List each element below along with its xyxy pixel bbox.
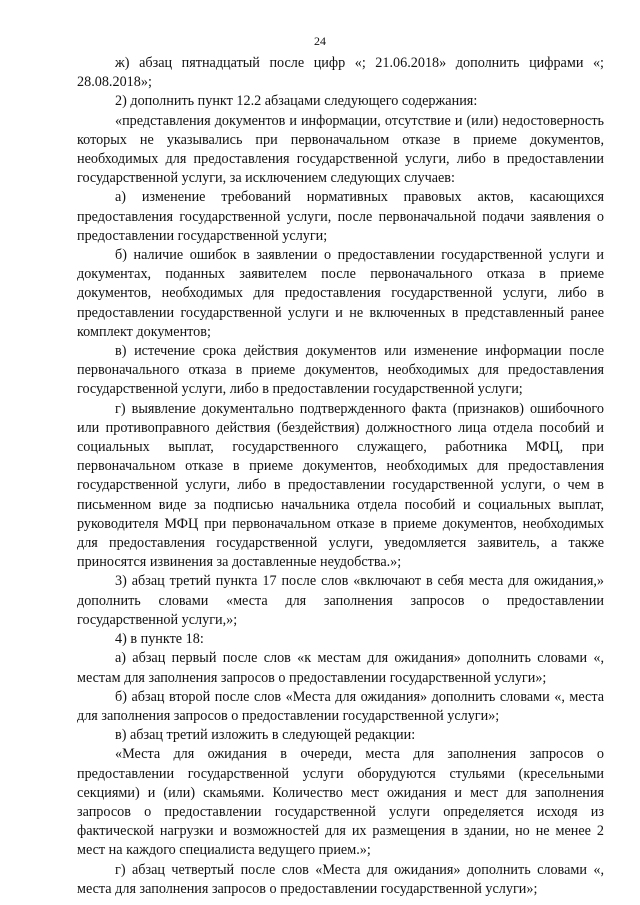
paragraph-case-a: а) изменение требований нормативных правовых актов, касающихся предоставления государственной услуги, после первоначальной подачи заявления о предоставлении государственной услуги;: [77, 189, 604, 244]
paragraph-item-4: 4) в пункте 18:: [115, 631, 204, 648]
page-number: 24: [314, 34, 326, 48]
paragraph-zh: ж) абзац пятнадцатый после цифр «; 21.06.2018» дополнить цифрами «; 28.08.2018»;: [77, 55, 604, 91]
paragraph-case-v: в) истечение срока действия документов или изменение информации после первоначального отказа в приеме документов, необходимых для предоставления государственной услуги, либо в предоставлении государственной услуги;: [77, 343, 604, 398]
paragraph-new-text-waiting: «Места для ожидания в очереди, места для заполнения запросов о предоставлении государственной услуги оборудуются стульями (кресельными секциями) и (или) скамьями. Количество мест ожидания и мест для заполнения запросов о предоставлении государственной услуги определяется исходя из фактической нагрузки и возможностей для их размещения в здании, но не менее 2 мест на каждого специалиста ведущего прием.»;: [77, 746, 604, 859]
paragraph-item-4v: в) абзац третий изложить в следующей редакции:: [115, 727, 416, 744]
paragraph-item-3: 3) абзац третий пункта 17 после слов «включают в себя места для ожидания,» дополнить словами «места для заполнения запросов о предоставлении государственной услуги,»;: [77, 573, 604, 628]
document-body: [77, 54, 604, 899]
paragraph-item-4a: а) абзац первый после слов «к местам для ожидания» дополнить словами «, местам для заполнения запросов о предоставлении государственной услуги»;: [77, 650, 604, 686]
paragraph-case-g: г) выявление документально подтвержденного факта (признаков) ошибочного или противоправного действия (бездействия) должностного лица отдела пособий и социальных выплат, государственного служащего, работника МФЦ, при первоначальном отказе в приеме документов, необходимых для предоставления государственной услуги, либо в предоставлении государственной услуги, о чем в письменном виде за подписью начальника отдела пособий и социальных выплат, руководителя МФЦ при первоначальном отказе в приеме документов, необходимых для предоставления государственной услуги, уведомляется заявитель, а также приносятся извинения за доставленные неудобства.»;: [77, 400, 604, 571]
paragraph-case-b: б) наличие ошибок в заявлении о предоставлении государственной услуги и документах, поданных заявителем после первоначального отказа в приеме документов, необходимых для предоставления государственной услуги, либо в предоставлении государственной услуги и не включенных в представленный ранее комплект документов;: [77, 247, 604, 340]
paragraph-item-2: 2) дополнить пункт 12.2 абзацами следующего содержания:: [115, 93, 478, 110]
paragraph-item-4g: г) абзац четвертый после слов «Места для ожидания» дополнить словами «, места для заполнения запросов о предоставлении государственной услуги»;: [77, 861, 604, 897]
paragraph-new-text-intro: «представления документов и информации, отсутствие и (или) недостоверность которых не указывались при первоначальном отказе в приеме документов, необходимых для предоставления государственной услуги, либо в предоставлении государственной услуги, за исключением следующих случаев:: [77, 112, 604, 187]
paragraph-item-4b: б) абзац второй после слов «Места для ожидания» дополнить словами «, места для заполнения запросов о предоставлении государственной услуги»;: [77, 688, 604, 724]
